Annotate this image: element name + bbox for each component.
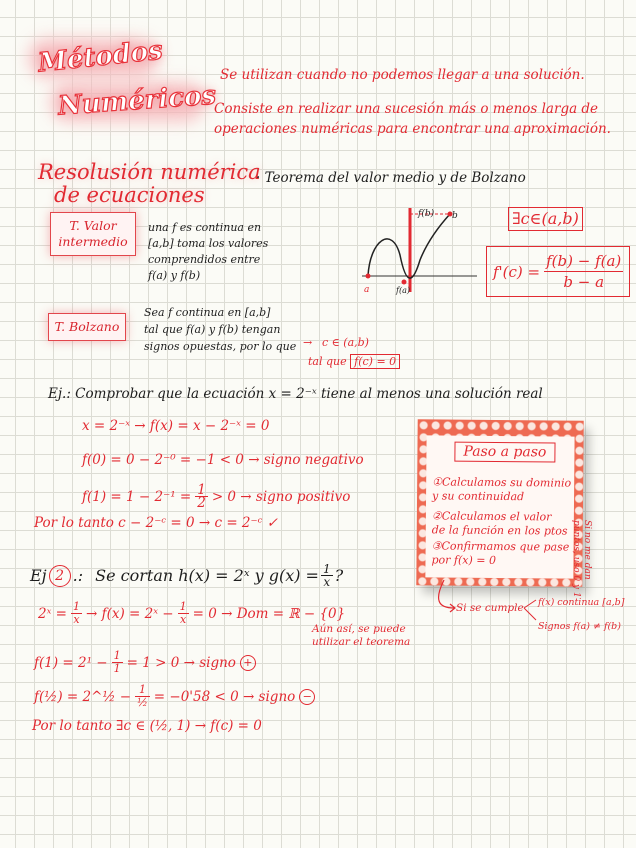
- ex2-heading-prefix: Ej: [30, 566, 47, 585]
- ex2-line1-frac1-den: x: [73, 613, 80, 626]
- tvi-desc-4: f(a) y f(b): [148, 269, 201, 282]
- ex2-line1-b: → f(x) = 2ˣ −: [85, 605, 174, 622]
- tvi-desc-3: comprendidos entre: [148, 253, 261, 266]
- positive-sign-icon: +: [240, 655, 256, 671]
- ex2-heading: [30, 563, 343, 588]
- negative-sign-icon: −: [299, 689, 315, 705]
- page-title-line1: Métodos: [36, 35, 165, 79]
- tvi-tag-line1: T. Valor: [69, 218, 117, 233]
- step-by-step-card: [416, 419, 583, 586]
- mvt-fraction: [544, 251, 623, 292]
- ex2-line1-a: 2ˣ =: [38, 605, 67, 622]
- ex2-note-2: utilizar el teorema: [312, 636, 411, 648]
- card-step2-b: de la función en los ptos: [431, 523, 568, 538]
- ex2-heading-q: ?: [334, 566, 344, 585]
- ex1-line3-a: f(1) = 1 − 2⁻¹ =: [82, 488, 192, 505]
- side-note-v2: puntos, uso 0 y 1: [571, 520, 581, 598]
- card-step2-a: ②Calculamos el valor: [431, 509, 552, 524]
- graph-label-fa: f(a): [396, 286, 410, 295]
- ex2-line2: [34, 650, 256, 675]
- tvi-description: [148, 220, 268, 284]
- ex2-heading-frac: [321, 563, 333, 588]
- ex1-line3-num: 1: [197, 482, 206, 498]
- mvt-formula-box: [486, 246, 630, 297]
- section-title-line2: de ecuaciones: [54, 183, 205, 207]
- card-title: Paso a paso: [454, 442, 555, 463]
- side-note-v1: Si no me dan: [582, 520, 592, 580]
- ex2-line1-frac2-den: x: [180, 613, 187, 626]
- bolzano-tag: T. Bolzano: [48, 313, 126, 341]
- ex2-line2-frac: [112, 650, 123, 675]
- side-note-vertical: [570, 520, 592, 598]
- ex2-line3: [34, 684, 315, 709]
- bolzano-description: [144, 304, 296, 355]
- bolzano-desc-3: signos opuestas, por lo que: [144, 340, 297, 353]
- bolzano-arrow: →: [303, 336, 313, 349]
- card-steps: [431, 475, 571, 568]
- bolzano-desc-2: tal que f(a) y f(b) tengan: [144, 323, 281, 336]
- graph-label-fb: f(b): [418, 209, 435, 219]
- graph-label-b: b: [452, 211, 458, 221]
- ex2-line1-frac1-num: 1: [72, 600, 80, 613]
- intro-line-1: Se utilizan cuando no podemos llegar a una solución.: [220, 67, 585, 83]
- ex2-line3-num: 1: [135, 684, 150, 697]
- ex2-line1-frac2-num: 1: [179, 600, 187, 613]
- ex1-line3-frac: [195, 484, 208, 509]
- side-cond2: Signos f(a) ≠ f(b): [538, 621, 621, 632]
- ex2-line3-b: = −0'58 < 0 → signo: [153, 688, 296, 705]
- ex2-heading-frac-den: x: [323, 575, 331, 589]
- ex2-note: [312, 623, 410, 649]
- mvt-denominator: b − a: [563, 273, 605, 291]
- side-cumple: Si se cumple: [456, 602, 524, 614]
- graph-point-fa: [402, 280, 407, 285]
- mvt-numerator: f(b) − f(a): [546, 252, 622, 270]
- ex2-line2-num: 1: [113, 649, 121, 662]
- bolzano-result2: [308, 355, 400, 368]
- step-card-inner: [425, 435, 574, 578]
- tvi-desc-2: [a,b] toma los valores: [148, 237, 269, 250]
- tvi-desc-1: una f es continua en: [148, 221, 262, 234]
- ex1-line3-den: 2: [197, 495, 206, 511]
- ex2-line2-b: = 1 > 0 → signo: [126, 654, 236, 671]
- ex2-note-1: Aún así, se puede: [312, 623, 406, 635]
- tvi-tag-line2: intermedio: [58, 234, 128, 249]
- ex1-conclusion: Por lo tanto c − 2⁻ᶜ = 0 → c = 2⁻ᶜ ✓: [34, 515, 278, 531]
- ex1-line1: x = 2⁻ˣ → f(x) = x − 2⁻ˣ = 0: [82, 418, 270, 434]
- ex2-line1-frac2: [178, 601, 189, 626]
- card-step1-a: ①Calculamos su dominio: [432, 475, 572, 490]
- section-title-line1: Resolusión numérica: [38, 160, 261, 184]
- intro-line-3: operaciones numéricas para encontrar una aproximación.: [214, 121, 611, 137]
- ex2-line1-c: = 0 → Dom = ℝ − {0}: [192, 605, 346, 622]
- side-cond1: f(x) continua [a,b]: [538, 597, 625, 608]
- mvt-exists: ∃c∈(a,b): [508, 207, 583, 231]
- ex2-number-circle: 2: [49, 565, 71, 587]
- ex2-line1-frac1: [71, 601, 82, 626]
- ex2-line3-a: f(½) = 2^½ −: [34, 688, 132, 705]
- ex2-heading-a: Se cortan h(x) = 2ˣ y g(x) =: [95, 566, 319, 585]
- intro-line-2: Consiste en realizar una sucesión más o menos larga de: [214, 101, 599, 117]
- ex1-heading: Ej.: Comprobar que la ecuación x = 2⁻ˣ tiene al menos una solución real: [48, 386, 543, 402]
- card-step1-b: y su continuidad: [432, 489, 525, 504]
- ex2-line1: [38, 601, 345, 626]
- bolzano-result2-prefix: tal que: [308, 355, 347, 368]
- ex1-line2: f(0) = 0 − 2⁻⁰ = −1 < 0 → signo negativo: [82, 452, 364, 468]
- ex1-line3-b: > 0 → signo positivo: [211, 488, 351, 505]
- ex2-conclusion: Por lo tanto ∃c ∈ (½, 1) → f(c) = 0: [32, 718, 262, 734]
- ex2-heading-frac-num: 1: [322, 562, 331, 576]
- bolzano-result2-box: f(c) = 0: [350, 354, 400, 369]
- card-step3-a: ③Confirmamos que pase: [431, 539, 570, 554]
- mvt-lhs: f'(c) =: [493, 262, 541, 281]
- page-title-line2: Numéricos: [57, 80, 217, 122]
- ex2-line3-frac: [135, 684, 150, 709]
- graph-point-a: [366, 274, 371, 279]
- ex1-line3: [82, 484, 350, 509]
- theorem-heading: · Teorema del valor medio y de Bolzano: [256, 170, 526, 186]
- ex2-line2-a: f(1) = 2¹ −: [34, 654, 108, 671]
- function-graph: [352, 200, 482, 300]
- card-step3-b: por f(x) = 0: [431, 553, 497, 567]
- bolzano-result1: c ∈ (a,b): [322, 336, 369, 349]
- ex2-line3-den: ½: [137, 696, 148, 709]
- graph-label-a: a: [364, 285, 370, 295]
- bolzano-desc-1: Sea f continua en [a,b]: [144, 306, 271, 319]
- tvi-tag: [50, 212, 136, 256]
- ex2-heading-colon: .:: [72, 566, 84, 585]
- ex2-line2-den: 1: [113, 662, 121, 675]
